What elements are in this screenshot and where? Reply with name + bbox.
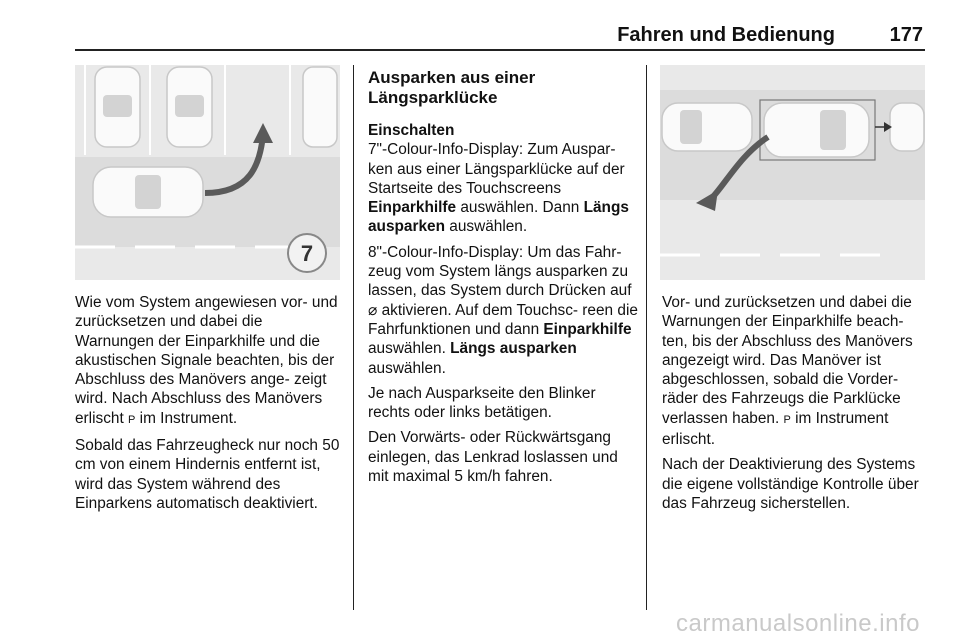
mid-paragraph-2	[368, 243, 640, 378]
text-span: im Instrument.	[139, 409, 238, 427]
text-span: auswählen. Dann	[460, 199, 580, 217]
bold-term: Einparkhilfe	[368, 199, 457, 217]
mid-paragraph-1	[368, 140, 640, 236]
text-span: auswählen.	[368, 340, 446, 358]
left-paragraph-2: Sobald das Fahrzeugheck nur noch 50 cm von einem Hindernis entfernt ist, wird das System während des Einparkens automatisch deaktiviert.	[75, 437, 340, 512]
unparking-diagram	[660, 65, 925, 280]
bold-term: Längs ausparken	[368, 199, 629, 236]
column-divider-right	[646, 65, 647, 610]
page-number: 177	[889, 24, 923, 46]
subheading	[368, 121, 640, 140]
right-column-text	[662, 293, 930, 519]
text-span: 8"-Colour-Info-Display: Um das Fahr- zeug vom System längs ausparken zu lassen, das System durch Drücken auf	[368, 243, 632, 300]
text-span: im Instrument erlischt.	[662, 409, 889, 449]
text-span: auswählen.	[449, 218, 528, 236]
header-rule	[75, 49, 925, 51]
column-divider-left	[353, 65, 354, 610]
parking-icon: P	[128, 413, 136, 426]
mid-paragraph-3: Je nach Ausparkseite den Blinker rechts oder links betätigen.	[368, 384, 596, 422]
left-paragraph-1	[75, 293, 341, 430]
subheading-text: Einschalten	[368, 122, 455, 139]
steering-icon: ⌀	[368, 301, 378, 319]
page-header	[75, 18, 925, 48]
unparking-illustration	[660, 65, 925, 280]
text-span: Vor- und zurücksetzen und dabei die Warnungen der Einparkhilfe beach- ten, bis der Abschluss des Manövers angezeigt wird. Das Manöver ist abgeschlossen, sobald die Vorder- räder des Fahrzeugs die Parklücke verlassen haben.	[662, 294, 913, 427]
section-heading	[368, 68, 638, 108]
middle-column-text	[368, 121, 640, 492]
text-span: 7"-Colour-Info-Display: Zum Auspar- ken aus einer Längsparklücke auf der Startseite des Touchscreens	[368, 141, 625, 197]
watermark: carmanualsonline.info	[676, 610, 920, 637]
heading-line: Längsparklücke	[368, 88, 498, 107]
text-span: Wie vom System angewiesen vor- und zurücksetzen und dabei die Warnungen der Einparkhilfe und die akustischen Signale beachten, bis der Abschluss des Manövers ange- zeigt wird. Nach Abschluss des Manövers erlischt	[75, 294, 338, 427]
parking-illustration	[75, 65, 340, 280]
bold-term: Einparkhilfe	[543, 320, 632, 338]
right-paragraph-2: Nach der Deaktivierung des Systems die eigene vollständige Kontrolle über das Fahrzeug sicherstellen.	[662, 456, 919, 512]
mid-paragraph-4: Den Vorwärts- oder Rückwärtsgang einlegen, das Lenkrad loslassen und mit maximal 5 km/h fahren.	[368, 429, 618, 486]
parking-icon: P	[783, 413, 791, 426]
right-paragraph-1	[662, 293, 930, 449]
parking-diagram	[75, 65, 340, 280]
figure-badge: 7	[300, 241, 314, 266]
heading-line: Ausparken aus einer	[368, 68, 536, 87]
section-title: Fahren und Bedienung	[617, 24, 835, 46]
bold-term: Längs ausparken	[450, 340, 577, 358]
left-column-text	[75, 293, 341, 519]
text-span: auswählen.	[368, 359, 446, 377]
text-span: aktivieren. Auf dem Touchsc- reen die Fahrfunktionen und dann	[368, 301, 638, 338]
